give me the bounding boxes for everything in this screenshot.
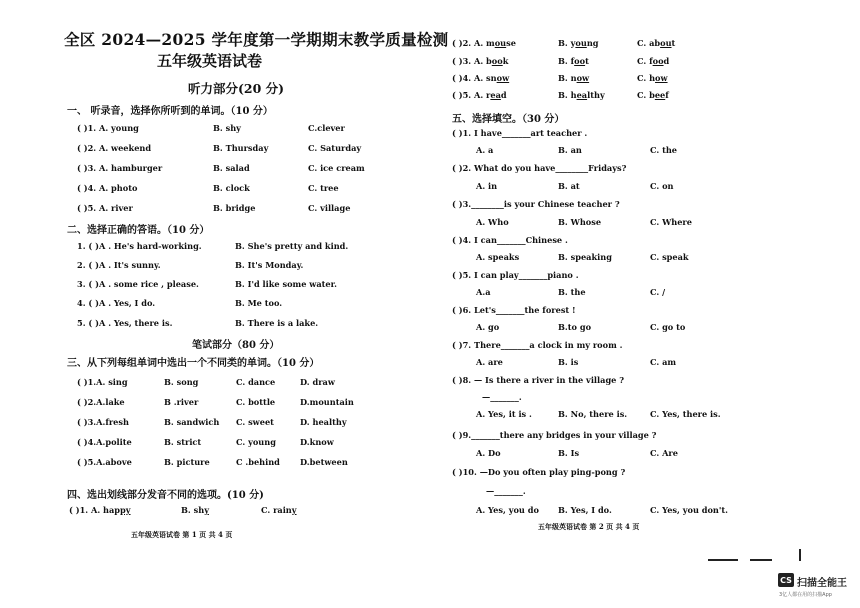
option-a: A. Yes, it is . [476,409,532,419]
option-b: B. shy [213,123,241,133]
option-b: B. Thursday [213,143,269,153]
option-b: B. young [558,38,599,48]
option-a: A. go [476,322,500,332]
option-b: B. bridge [213,203,256,213]
scan-mark [708,559,738,561]
scan-mark [750,559,772,561]
option-c: C. beef [637,90,669,100]
option-c: C. village [308,203,351,213]
question-stem: ( )7. There_______a clock in my room . [452,340,623,350]
question-number: ( )2. A. weekend [77,143,152,153]
option-b: B. Yes, I do. [558,505,612,515]
pronunciation-question-1: ( )1. A. happy [69,505,131,515]
option-b: B .river [164,397,199,407]
option-d: D. healthy [300,417,347,427]
option-c: C. Yes, you don't. [650,505,729,515]
option-d: D.mountain [300,397,354,407]
option-b: B. No, there is. [558,409,628,419]
answer-blank: —_______. [482,392,522,402]
option-c: C. rainy [261,505,297,515]
option-b: B. strict [164,437,202,447]
scanner-tagline: 3亿人都在用的扫描App [779,592,832,598]
page-footer: 五年级英语试卷 第 1 页 共 4 页 [131,530,233,539]
option-b: B. Is [558,448,580,458]
option-c: C. am [650,357,677,367]
option-b: B. song [164,377,199,387]
question-option-a: 5. ( )A . Yes, there is. [77,318,173,328]
option-c: C. how [637,73,668,83]
scanner-brand: 扫描全能王 [797,578,847,589]
option-c: C. Yes, there is. [650,409,721,419]
option-b: B. foot [558,56,589,66]
option-c: C. ice cream [308,163,365,173]
option-c: C. go to [650,322,686,332]
option-b: B. healthy [558,90,605,100]
question-option-a: 3. ( )A . some rice , please. [77,279,199,289]
question-number: ( )3.A.fresh [77,417,129,427]
listening-heading: 听力部分(20 分) [188,81,285,96]
option-a: A. are [476,357,503,367]
option-b: B. shy [181,505,209,515]
option-b: B. I'd like some water. [235,279,338,289]
option-a: A.a [476,287,491,297]
option-b: B. the [558,287,586,297]
option-d: D.know [300,437,334,447]
question-number: ( )5. A. river [77,203,133,213]
question-number: ( )3. A. book [452,56,509,66]
option-b: B. She's pretty and kind. [235,241,349,251]
option-b: B. picture [164,457,210,467]
question-number: ( )3. A. hamburger [77,163,163,173]
question-option-a: 4. ( )A . Yes, I do. [77,298,156,308]
option-c: C .behind [236,457,280,467]
question-stem: ( )3.________is your Chinese teacher ? [452,199,620,209]
option-b: B. now [558,73,590,83]
option-c: C. about [637,38,676,48]
option-b: B.to go [558,322,592,332]
option-c: C. the [650,145,678,155]
option-b: B. clock [213,183,250,193]
question-number: ( )4.A.polite [77,437,132,447]
exam-title: 全区 2024—2025 学年度第一学期期末教学质量检测 [64,30,449,49]
option-c: C. tree [308,183,339,193]
section-4-title: 四、选出划线部分发音不同的选项。(10 分) [67,490,264,501]
option-b: B. an [558,145,582,155]
exam-subtitle: 五年级英语试卷 [157,52,263,70]
option-a: A. in [476,181,498,191]
option-b: B. at [558,181,580,191]
option-c: C. bottle [236,397,276,407]
question-stem: ( )5. I can play_______piano . [452,270,579,280]
option-a: A. a [476,145,494,155]
option-c: C. / [650,287,666,297]
option-a: A. Who [476,217,509,227]
option-c: C. Where [650,217,692,227]
option-b: B. salad [213,163,250,173]
section-3-title: 三、从下列每组单词中选出一个不同类的单词。（10 分） [67,358,320,369]
question-number: ( )2. A. mouse [452,38,516,48]
question-stem: ( )8. — Is there a river in the village ? [452,375,625,385]
scan-mark [799,549,801,561]
option-c: C. dance [236,377,276,387]
question-number: ( )5. A. read [452,90,507,100]
question-option-a: 1. ( )A . He's hard-working. [77,241,202,251]
section-5-title: 五、选择填空。（30 分） [452,114,565,125]
option-b: B. is [558,357,579,367]
option-a: A. Do [476,448,501,458]
option-b: B. It's Monday. [235,260,304,270]
written-heading: 笔试部分（80 分） [192,340,280,351]
question-stem: ( )6. Let's_______the forest ! [452,305,576,315]
scanner-logo-icon: CS [778,573,794,587]
exam-page-2 [430,0,860,608]
option-b: B. Me too. [235,298,283,308]
option-b: B. There is a lake. [235,318,319,328]
option-a: A. speaks [476,252,520,262]
option-d: D.between [300,457,348,467]
section-2-title: 二、选择正确的答语。（10 分） [67,225,210,236]
option-a: A. Yes, you do [476,505,539,515]
question-number: ( )1.A. sing [77,377,128,387]
option-c: C. Are [650,448,678,458]
question-number: ( )5.A.above [77,457,132,467]
question-stem: ( )2. What do you have________Fridays? [452,163,627,173]
section-1-title: 一、 听录音，选择你所听到的单词。（10 分） [67,106,273,117]
question-stem: ( )10. —Do you often play ping-pong ? [452,467,626,477]
option-b: B. speaking [558,252,612,262]
answer-blank: —_______. [486,486,526,496]
question-stem: ( )9._______there any bridges in your village ? [452,430,657,440]
option-c: C. speak [650,252,689,262]
page-footer: 五年级英语试卷 第 2 页 共 4 页 [538,522,640,531]
option-b: B. Whose [558,217,602,227]
option-c: C. sweet [236,417,274,427]
question-number: ( )1. A. young [77,123,139,133]
question-number: ( )4. A. photo [77,183,138,193]
option-c: C. young [236,437,276,447]
option-b: B. sandwich [164,417,220,427]
question-stem: ( )4. I can_______Chinese . [452,235,568,245]
question-number: ( )4. A. snow [452,73,510,83]
question-stem: ( )1. I have_______art teacher . [452,128,588,138]
question-option-a: 2. ( )A . It's sunny. [77,260,161,270]
option-c: C. on [650,181,674,191]
option-c: C. food [637,56,670,66]
question-number: ( )2.A.lake [77,397,125,407]
option-c: C. Saturday [308,143,362,153]
option-d: D. draw [300,377,335,387]
option-c: C.clever [308,123,345,133]
